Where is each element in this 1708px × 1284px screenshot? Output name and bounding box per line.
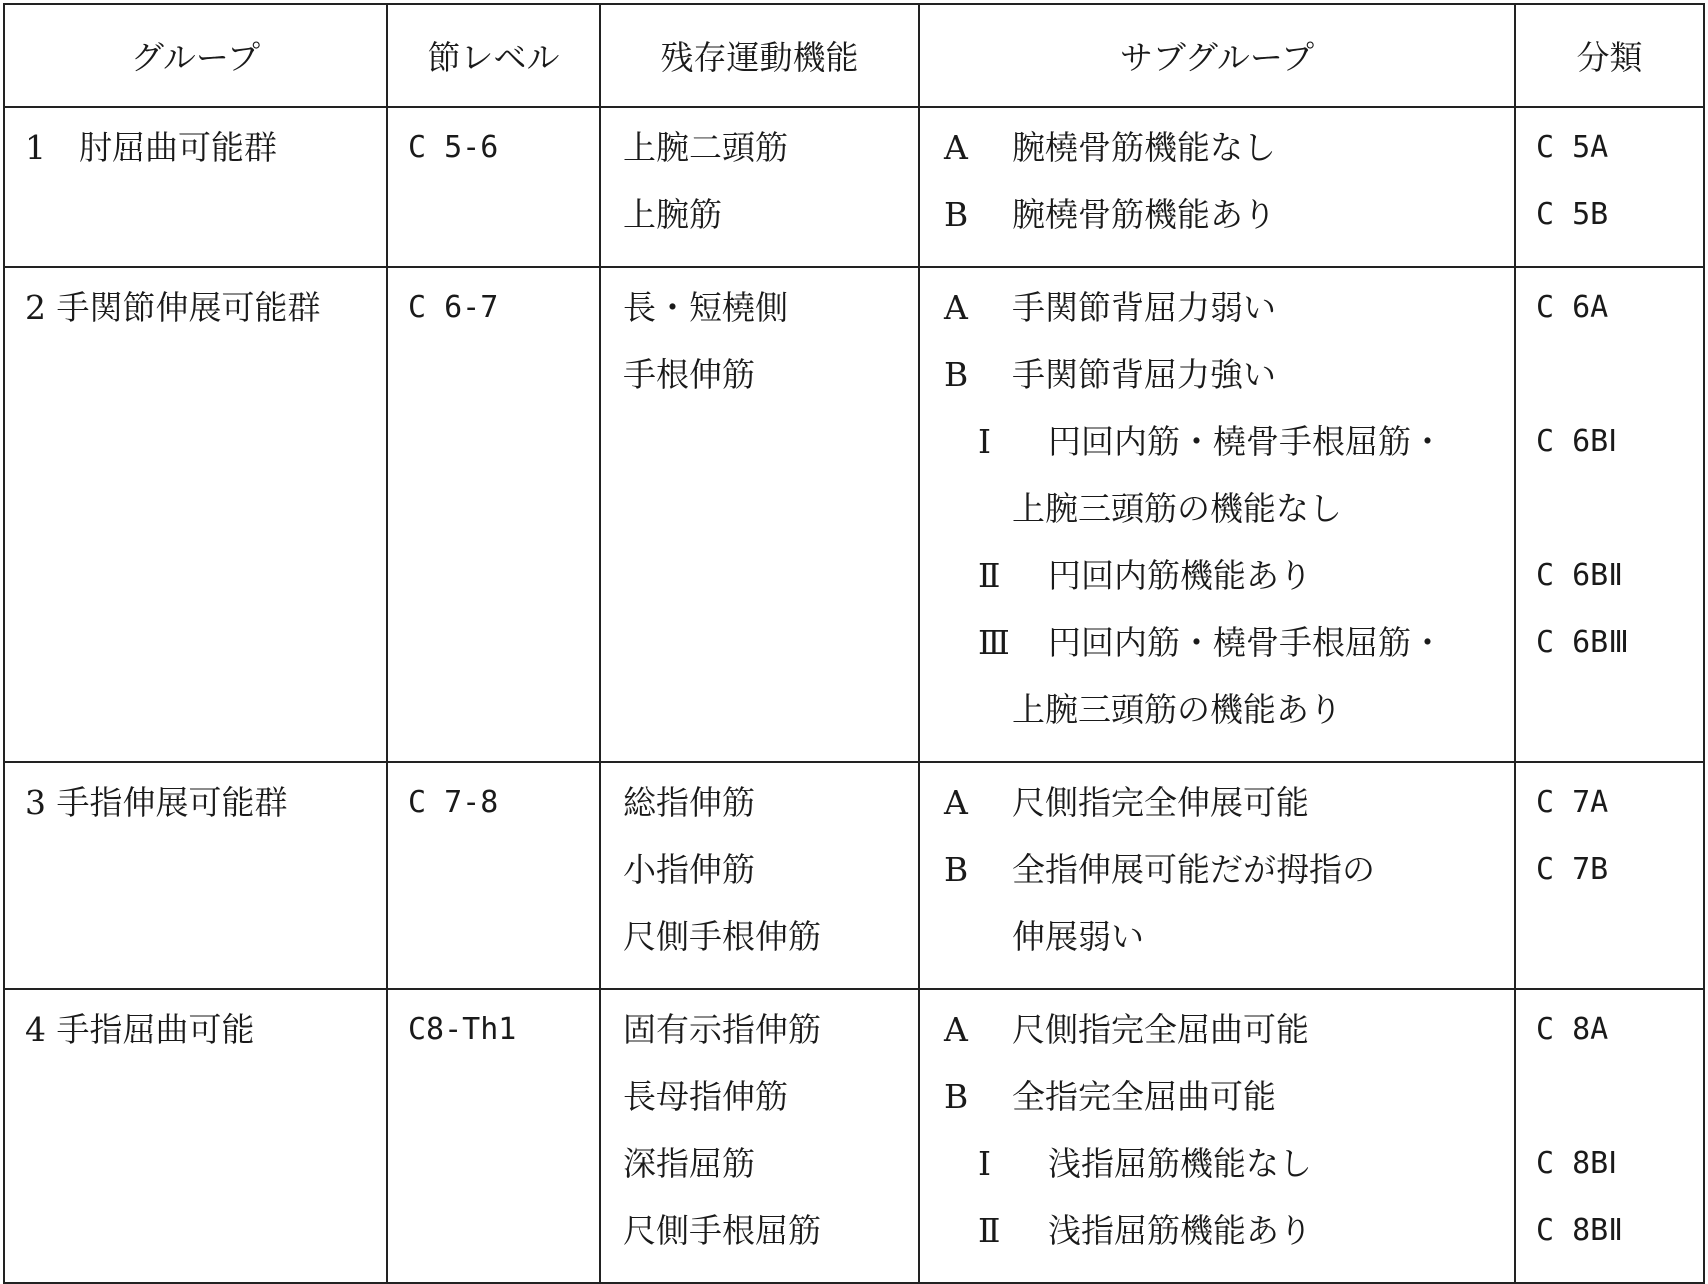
- class-cell: [1515, 989, 1704, 1283]
- group-label: 1 肘屈曲可能群: [25, 128, 277, 167]
- subgroup-item: [920, 617, 1514, 684]
- table-row: [4, 107, 1704, 267]
- level-cell: [387, 989, 600, 1283]
- class-cell: [1515, 267, 1704, 762]
- subgroup-mark: A: [944, 1010, 968, 1049]
- muscle-item: 深指屈筋: [623, 1144, 755, 1183]
- muscle-cell: [600, 107, 919, 267]
- spinal-level-classification-table: [3, 3, 1705, 1284]
- level-label: C 6-7: [408, 290, 499, 325]
- subgroup-text: 円回内筋機能あり: [1048, 556, 1312, 595]
- subgroup-item: [920, 550, 1514, 617]
- muscle-item: 手根伸筋: [623, 355, 755, 394]
- class-code: C 6BⅡ: [1536, 558, 1624, 593]
- group-label: 4 手指屈曲可能: [25, 1010, 255, 1049]
- subgroup-text: 全指完全屈曲可能: [1012, 1077, 1276, 1116]
- subgroup-cell: [919, 107, 1515, 267]
- subgroup-text: 浅指屈筋機能なし: [1048, 1144, 1312, 1183]
- class-code: C 6BⅠ: [1536, 424, 1618, 459]
- level-cell: [387, 762, 600, 989]
- class-code: [1516, 684, 1703, 751]
- muscle-item: 固有示指伸筋: [623, 1010, 821, 1049]
- subgroup-text: 浅指屈筋機能あり: [1048, 1211, 1312, 1250]
- header-row: [4, 4, 1704, 107]
- subgroup-item: [920, 1004, 1514, 1071]
- header-subgroup: サブグループ: [919, 4, 1515, 107]
- class-code: C 5B: [1536, 197, 1609, 232]
- subgroup-mark: Ⅱ: [978, 1211, 1001, 1250]
- muscle-item: 上腕二頭筋: [623, 128, 788, 167]
- subgroup-item: [920, 1071, 1514, 1138]
- class-code: [1516, 911, 1703, 978]
- subgroup-item: [920, 416, 1514, 483]
- subgroup-text: 円回内筋・橈骨手根屈筋・: [1048, 623, 1444, 662]
- subgroup-item: [920, 349, 1514, 416]
- muscle-item: 長母指伸筋: [623, 1077, 788, 1116]
- header-group: グループ: [4, 4, 387, 107]
- subgroup-item: [920, 844, 1514, 911]
- muscle-item: 尺側手根伸筋: [623, 917, 821, 956]
- group-cell: [4, 762, 387, 989]
- group-cell: [4, 267, 387, 762]
- muscle-item: 尺側手根屈筋: [623, 1211, 821, 1250]
- class-code: [1516, 483, 1703, 550]
- class-code: C 8BⅡ: [1536, 1213, 1624, 1248]
- subgroup-mark: A: [944, 288, 968, 327]
- subgroup-text: 手関節背屈力弱い: [1012, 288, 1276, 327]
- muscle-item: 総指伸筋: [623, 783, 755, 822]
- subgroup-mark: Ⅱ: [978, 556, 1001, 595]
- subgroup-mark: B: [944, 195, 969, 234]
- subgroup-continuation: 上腕三頭筋の機能あり: [1012, 690, 1342, 729]
- subgroup-mark: Ⅰ: [978, 1144, 992, 1183]
- subgroup-cell: [919, 762, 1515, 989]
- table-row: [4, 762, 1704, 989]
- subgroup-mark: B: [944, 1077, 969, 1116]
- subgroup-mark: A: [944, 128, 968, 167]
- class-code: C 7B: [1536, 852, 1609, 887]
- level-cell: [387, 107, 600, 267]
- group-label: 2 手関節伸展可能群: [25, 288, 321, 327]
- muscle-cell: [600, 989, 919, 1283]
- group-cell: [4, 107, 387, 267]
- subgroup-text: 手関節背屈力強い: [1012, 355, 1276, 394]
- class-code: [1516, 1071, 1703, 1138]
- class-code: [1516, 349, 1703, 416]
- subgroup-cell: [919, 989, 1515, 1283]
- class-code: C 6A: [1536, 290, 1609, 325]
- table-row: [4, 267, 1704, 762]
- muscle-item: 上腕筋: [623, 195, 722, 234]
- class-code: C 7A: [1536, 785, 1609, 820]
- subgroup-item: [920, 189, 1514, 256]
- muscle-item: 小指伸筋: [623, 850, 755, 889]
- subgroup-item: [920, 1138, 1514, 1205]
- muscle-cell: [600, 267, 919, 762]
- level-label: C 7-8: [408, 785, 499, 820]
- class-cell: [1515, 107, 1704, 267]
- subgroup-text: 全指伸展可能だが拇指の: [1012, 850, 1375, 889]
- subgroup-text: 尺側指完全屈曲可能: [1012, 1010, 1309, 1049]
- subgroup-mark: B: [944, 850, 969, 889]
- subgroup-cell: [919, 267, 1515, 762]
- subgroup-text: 尺側指完全伸展可能: [1012, 783, 1309, 822]
- muscle-item: 長・短橈側: [623, 288, 788, 327]
- header-muscle: 残存運動機能: [600, 4, 919, 107]
- class-cell: [1515, 762, 1704, 989]
- muscle-cell: [600, 762, 919, 989]
- group-label: 3 手指伸展可能群: [25, 783, 288, 822]
- subgroup-item: [920, 777, 1514, 844]
- subgroup-continuation: 伸展弱い: [1012, 917, 1144, 956]
- class-code: C 8BⅠ: [1536, 1146, 1618, 1181]
- class-code: C 5A: [1536, 130, 1609, 165]
- subgroup-text: 腕橈骨筋機能なし: [1012, 128, 1276, 167]
- subgroup-item: [920, 1205, 1514, 1272]
- group-cell: [4, 989, 387, 1283]
- table-row: [4, 989, 1704, 1283]
- level-label: C 5-6: [408, 130, 499, 165]
- class-code: C 8A: [1536, 1012, 1609, 1047]
- subgroup-item: [920, 122, 1514, 189]
- subgroup-mark: B: [944, 355, 969, 394]
- header-class: 分類: [1515, 4, 1704, 107]
- subgroup-item: [920, 282, 1514, 349]
- subgroup-text: 円回内筋・橈骨手根屈筋・: [1048, 422, 1444, 461]
- header-level: 節レベル: [387, 4, 600, 107]
- subgroup-mark: Ⅲ: [978, 623, 1010, 662]
- level-cell: [387, 267, 600, 762]
- subgroup-continuation: 上腕三頭筋の機能なし: [1012, 489, 1342, 528]
- class-code: C 6BⅢ: [1536, 625, 1629, 660]
- subgroup-text: 腕橈骨筋機能あり: [1012, 195, 1276, 234]
- subgroup-mark: A: [944, 783, 968, 822]
- subgroup-mark: Ⅰ: [978, 422, 992, 461]
- level-label: C8-Th1: [408, 1012, 517, 1047]
